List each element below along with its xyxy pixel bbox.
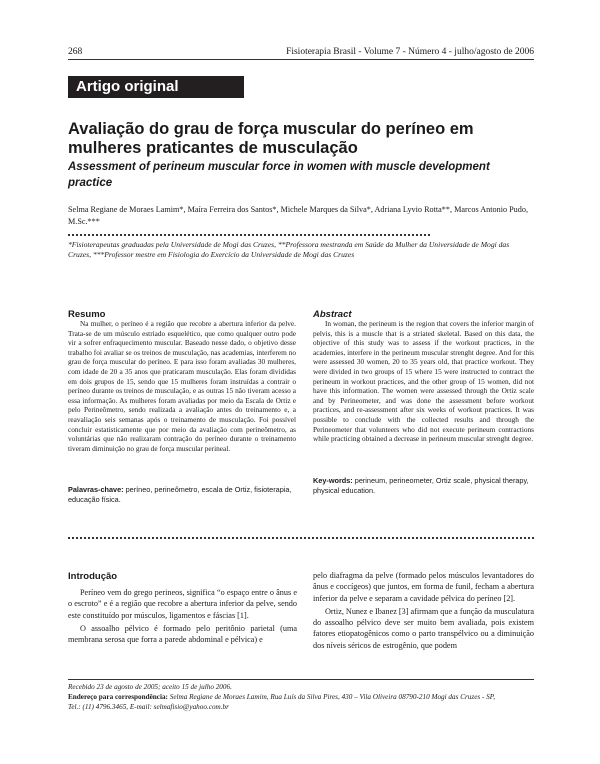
journal-citation: Fisioterapia Brasil - Volume 7 - Número 4 - julho/agosto de 2006 bbox=[286, 47, 534, 57]
page-number: 268 bbox=[68, 47, 83, 57]
correspondence-address: Selma Regiane de Moraes Lamim, Rua Luís da Silva Pires, 430 – Vila Oliveira 08790-210 Mogi das Cruzes - SP, bbox=[169, 693, 496, 701]
introducao-paragraph: pelo diafragma da pelve (formado pelos músculos levantadores do ânus e coccígeos) que juntos, em forma de funil, fecham a abertura inferior da pelve e separam a cavidade pélvica do períneo [2]. bbox=[313, 571, 534, 603]
abstract-body bbox=[313, 319, 534, 444]
resumo-keywords-list: períneo, perineômetro, escala de Ortiz, fisioterapia, educação física. bbox=[68, 485, 292, 504]
article-title-english: Assessment of perineum muscular force in women with muscle development practice bbox=[68, 161, 490, 189]
introducao-paragraph: Ortiz, Nunez e Ibanez [3] afirmam que a função da musculatura do assoalho pélvico deve ser muito bem avaliada, pois existem fatores etiopatogênicos como o parto transpélvico ou a diminuição dos níveis séricos de estrogênio, que podem bbox=[313, 606, 534, 650]
author-affiliations: *Fisioterapeutas graduadas pela Universidade de Mogi das Cruzes, **Professora mestranda em Saúde da Mulher da Universidade de Mogi das Cruzes, ***Professor mestre em Fisiologia do Exercício da Universidade de Mogi das Cruzes bbox=[68, 240, 510, 259]
resumo-keywords bbox=[68, 485, 296, 504]
correspondence-footer bbox=[68, 682, 534, 712]
section-tag: Artigo original bbox=[68, 76, 244, 98]
abstract-keywords bbox=[313, 476, 534, 495]
introducao-paragraph: Períneo vem do grego perineos, significa “o espaço entre o ânus e o escroto” e é a região que recobre a abertura inferior da pelve, sendo este constituído por músculos, ligamentos e fáscias [1]. bbox=[68, 588, 297, 620]
correspondence-label: Endereço para correspondência: bbox=[68, 693, 168, 701]
correspondence-contact: Tel.: (11) 4796.3465, E-mail: selmafisio@yahoo.com.br bbox=[68, 703, 229, 711]
introducao-right-column bbox=[313, 570, 534, 653]
author-list: Selma Regiane de Moraes Lamim*, Maíra Ferreira dos Santos*, Michele Marques da Silva*, Adriana Lyvio Rotta**, Marcos Antonio Pudo, M.Sc.*** bbox=[68, 205, 529, 226]
abstract-keywords-list: perineum, perineometer, Ortiz scale, physical therapy, physical education. bbox=[313, 476, 529, 495]
article-title-portuguese: Avaliação do grau de força muscular do períneo em mulheres praticantes de musculação bbox=[68, 120, 474, 157]
abstract-dotted-divider bbox=[68, 537, 534, 539]
abstract-heading: Abstract bbox=[313, 309, 352, 320]
resumo-keywords-label: Palavras-chave: bbox=[68, 485, 124, 494]
resumo-heading: Resumo bbox=[68, 309, 106, 320]
received-dates: Recebido 23 de agosto de 2005; aceito 15 de julho 2006. bbox=[68, 683, 232, 691]
header-rule bbox=[68, 59, 534, 60]
introducao-heading: Introdução bbox=[68, 571, 118, 582]
abstract-keywords-label: Key-words: bbox=[313, 476, 353, 485]
authors-dotted-divider bbox=[68, 234, 430, 236]
footer-rule bbox=[68, 679, 534, 680]
introducao-left-column bbox=[68, 587, 297, 647]
resumo-body bbox=[68, 319, 296, 453]
resumo-paragraph: Na mulher, o períneo é a região que recobre a abertura inferior da pelve. Trata-se de um músculo estriado esquelético, que como qualquer outro pode vir a sofrer enfraquecimento muscular. Baseado nesse dado, o objetivo desse trabalho foi avaliar se os treinos de musculação, nas academias, interferem no grau de força muscular do períneo. E para isso foram avaliadas 30 mulheres, com idade de 20 a 35 anos que praticaram musculação. Elas foram divididas em dois grupos de 15, sendo que 15 mulheres foram instruídas a contrair o períneo durante os treinos de musculação, e as outras 15 não tiveram acesso a essa informação. As mulheres foram avaliadas por meio da Escala de Ortiz e pelo Perineômetro, sendo realizada a avaliação antes do treinamento e, a reavaliação seis semanas após o treinamento de musculação. Foi possível concluir estatisticamente que por meio da avaliação com perineômetro, as voluntárias que não realizaram contração do períneo durante o treinamento tiveram diminuição no grau de força muscular perineal. bbox=[68, 319, 296, 453]
abstract-paragraph: In woman, the perineum is the region that covers the inferior margin of pelvis, this is a muscle that is a striated skeletal. Based on this data, the objective of this study was to assess if the workout practices, in the academies, interfere in the perineum muscular strenght degree. And for this were assessed 30 women, 20 to 35 years old, that practice workout. They were divided in two groups of 15 where 15 were instructed to contract the perineum in workout practices, and the other group of 15 women, did not have this information. The women were assessed through the Ortiz scale and by Perineometer, and was done the assessment before workout practices, and re-assessment after six weeks of workout practices. It was possible to conclude with the collected results and through the Perineometer that volunteers who did not execute perineum contractions while practicing obtained a decrease in perineum muscular strenght degree. bbox=[313, 319, 534, 444]
introducao-paragraph: O assoalho pélvico é formado pelo peritônio parietal (uma membrana serosa que forra a parede abdominal e pélvica) e bbox=[68, 623, 297, 645]
running-header bbox=[68, 47, 534, 59]
